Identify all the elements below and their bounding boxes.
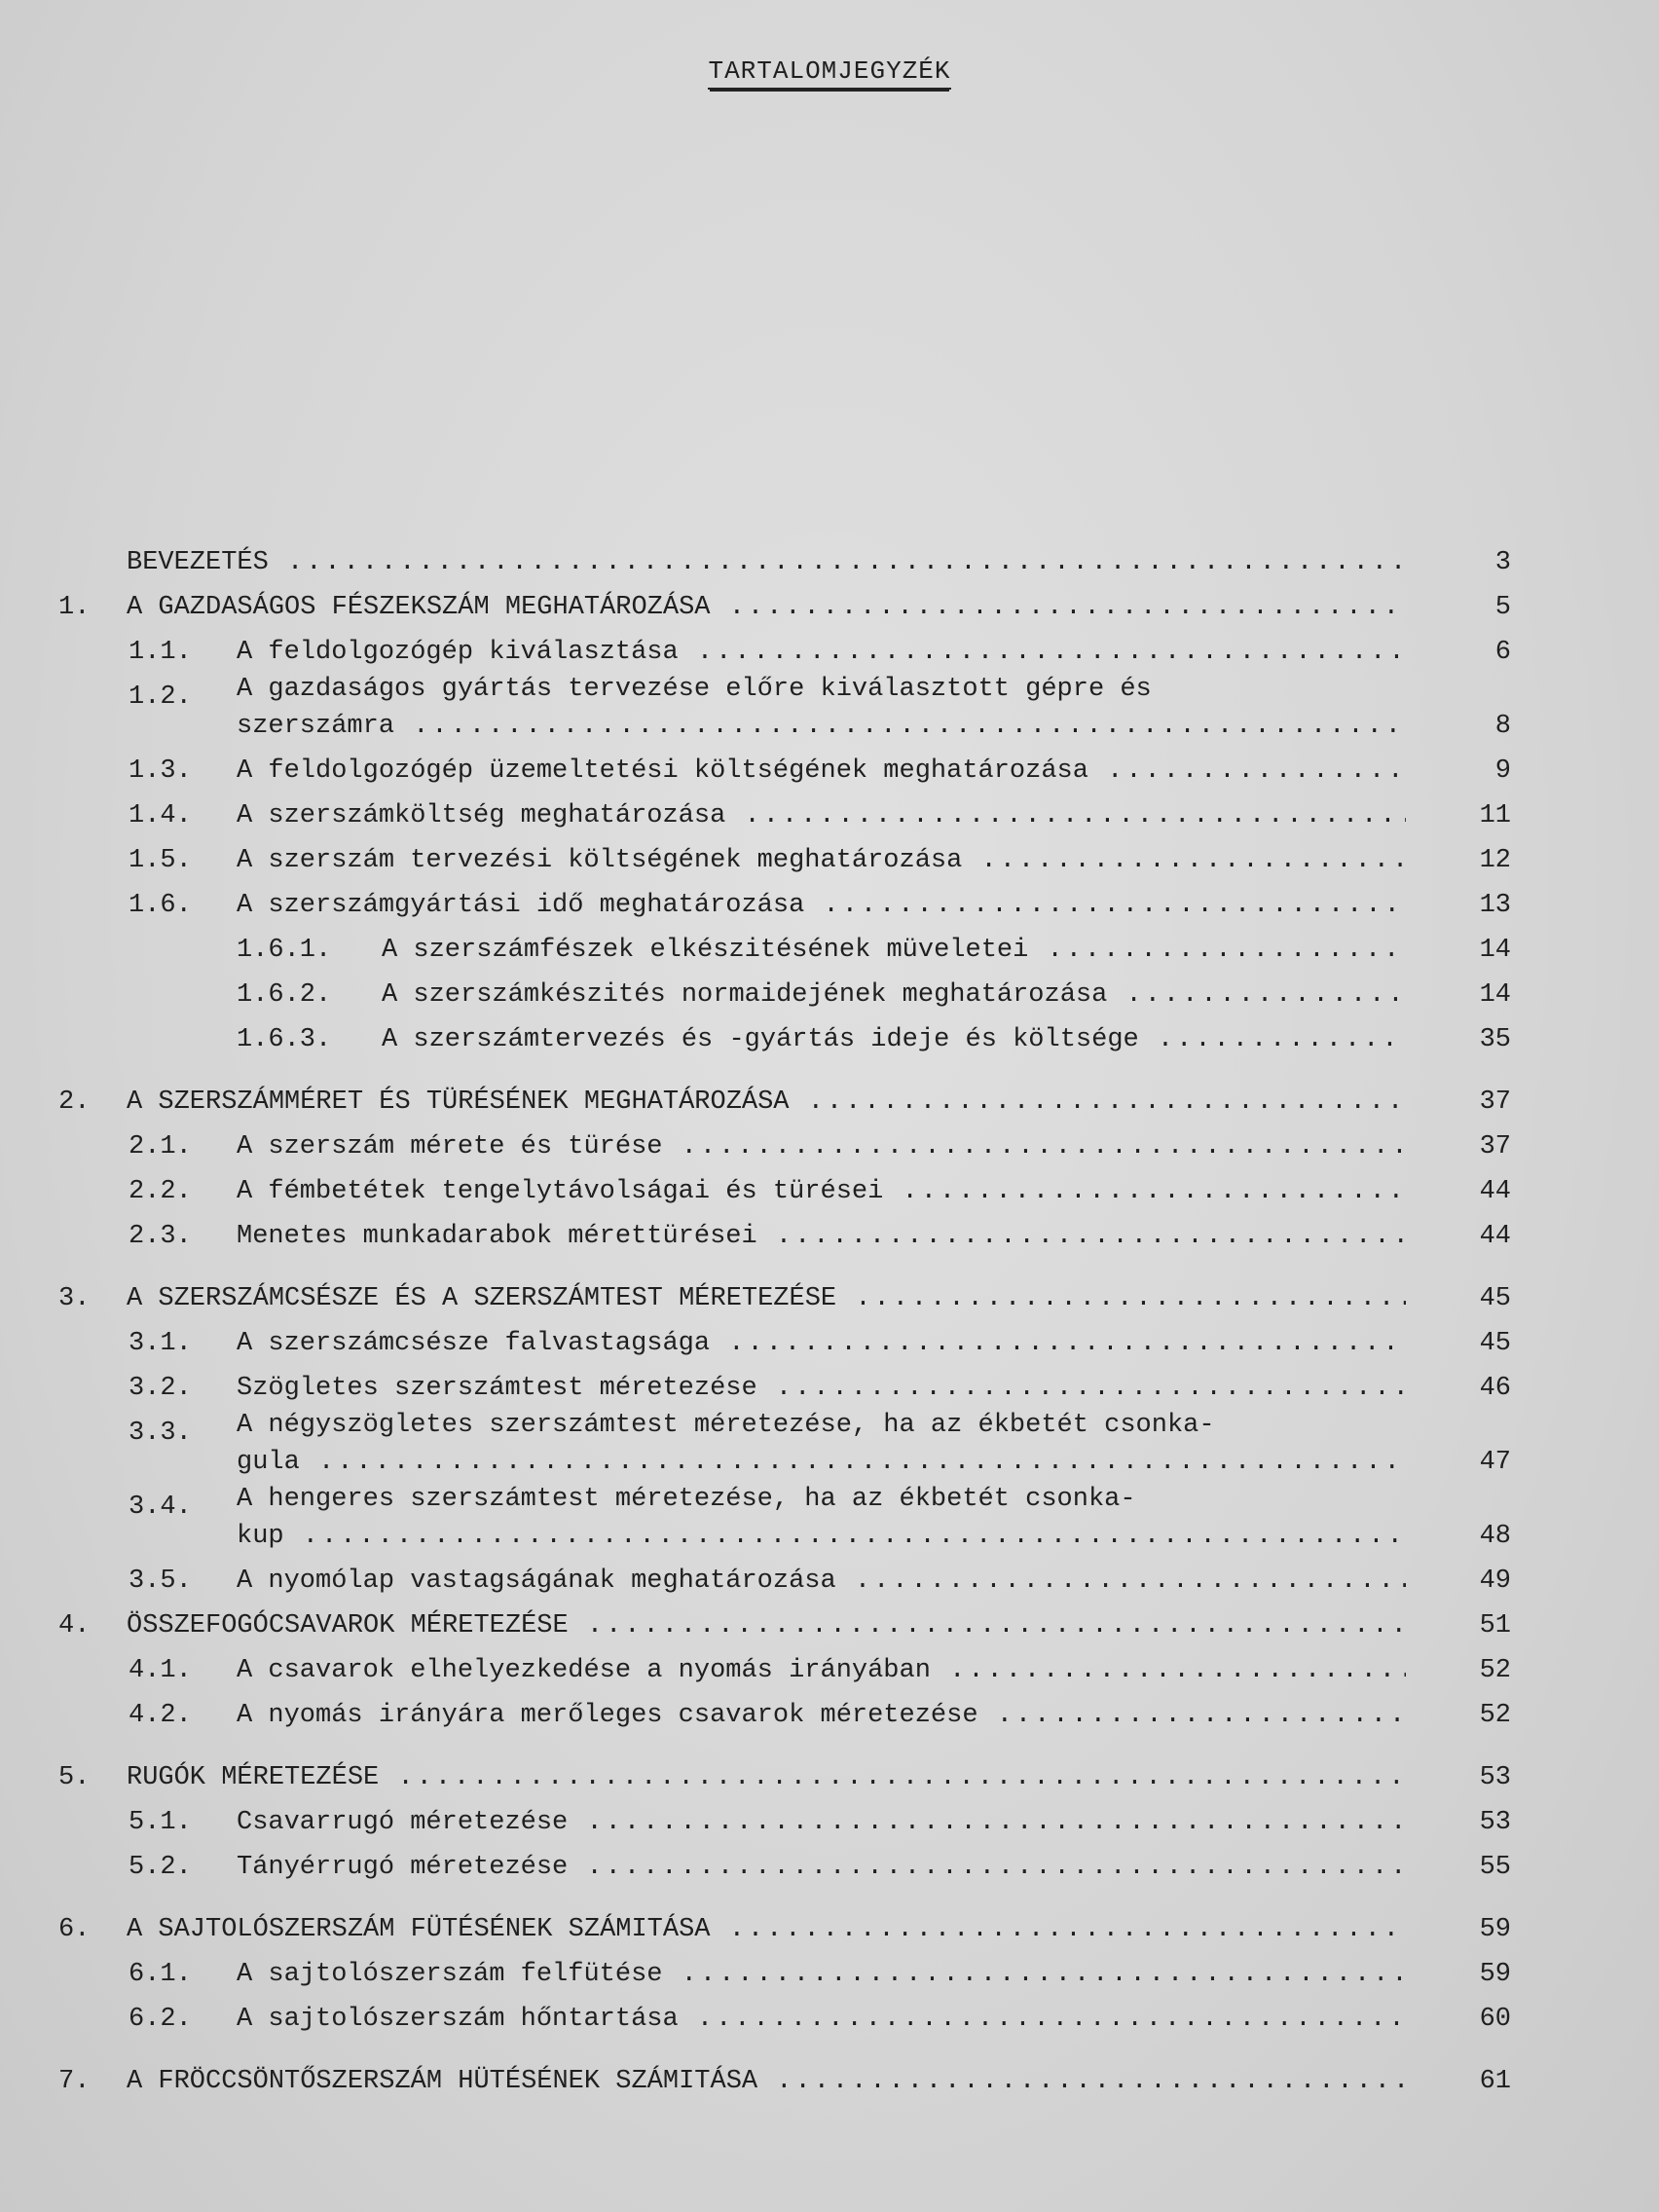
toc-entry-title: Menetes munkadarabok mérettürései ..... xyxy=(237,1214,1406,1259)
toc-entry xyxy=(0,1997,1659,2042)
toc-entry xyxy=(0,838,1659,883)
toc-entry-title: A SAJTOLÓSZERSZÁM FÜTÉSÉNEK SZÁMITÁSA ..... xyxy=(127,1907,1406,1952)
toc-entry-page-number: 61 xyxy=(1479,2067,1511,2096)
toc-entry xyxy=(0,2059,1659,2104)
toc-entry xyxy=(0,928,1659,973)
toc-entry xyxy=(0,1559,1659,1604)
toc-entry-page-number: 35 xyxy=(1479,1025,1511,1054)
toc-entry-number: 6.2. xyxy=(129,2005,192,2034)
toc-entry-number: 5. xyxy=(58,1763,91,1792)
toc-entry-number: 3.2. xyxy=(129,1374,192,1403)
toc-entry-title: A szerszámtervezés és -gyártás ideje és költsége ..... xyxy=(382,1017,1406,1062)
toc-entry-page-number: 6 xyxy=(1494,638,1511,667)
toc-entry-number: 1.3. xyxy=(129,756,192,786)
toc-entry-title: A sajtolószerszám felfütése ..... xyxy=(237,1952,1406,1997)
toc-entry-title: A GAZDASÁGOS FÉSZEKSZÁM MEGHATÁROZÁSA ..... xyxy=(127,585,1406,630)
toc-entry-title: ÖSSZEFOGÓCSAVAROK MÉRETEZÉSE ..... xyxy=(127,1604,1406,1648)
toc-entry xyxy=(0,1485,1659,1559)
toc-entry-number: 1.6.2. xyxy=(237,980,332,1010)
toc-entry-title: A nyomólap vastagságának meghatározása ..... xyxy=(237,1559,1406,1604)
toc-entry-title: A szerszám tervezési költségének meghatározása ..... xyxy=(237,838,1406,883)
toc-entry-number: 1.1. xyxy=(129,638,192,667)
toc-entry xyxy=(0,1755,1659,1800)
toc-entry-page-number: 8 xyxy=(1494,712,1511,741)
toc-entry xyxy=(0,1952,1659,1997)
toc-entry-title: Csavarrugó méretezése ..... xyxy=(237,1800,1406,1845)
toc-entry-page-number: 52 xyxy=(1479,1701,1511,1730)
toc-entry-title: A szerszámgyártási idő meghatározása ..... xyxy=(237,883,1406,928)
toc-entry-title: A szerszámkészités normaidejének meghatározása ..... xyxy=(382,973,1406,1017)
toc-entry-title: RUGÓK MÉRETEZÉSE ..... xyxy=(127,1755,1406,1800)
toc-entry-page-number: 53 xyxy=(1479,1808,1511,1837)
toc-entry-page-number: 37 xyxy=(1479,1088,1511,1117)
toc-entry-page-number: 45 xyxy=(1479,1284,1511,1313)
toc-entry-page-number: 9 xyxy=(1494,756,1511,786)
toc-entry-number: 3.3. xyxy=(129,1419,192,1448)
toc-entry-number: 2.1. xyxy=(129,1132,192,1161)
toc-entry-page-number: 11 xyxy=(1479,801,1511,830)
toc-entry xyxy=(0,585,1659,630)
toc-entry xyxy=(0,1080,1659,1124)
toc-entry-title: A szerszámköltség meghatározása ..... xyxy=(237,793,1406,838)
toc-entry-number: 2.2. xyxy=(129,1177,192,1206)
toc-entry-page-number: 52 xyxy=(1479,1656,1511,1685)
toc-entry-title: Szögletes szerszámtest méretezése ..... xyxy=(237,1366,1406,1411)
toc-entry-number: 2.3. xyxy=(129,1222,192,1251)
table-of-contents xyxy=(0,540,1659,2104)
toc-entry-number: 5.2. xyxy=(129,1853,192,1882)
toc-entry-title: kup ..... xyxy=(237,1514,1406,1559)
section-gap xyxy=(0,2042,1659,2059)
toc-entry xyxy=(0,1411,1659,1485)
toc-entry-number: 1.6.1. xyxy=(237,936,332,965)
toc-entry-title: szerszámra ..... xyxy=(237,704,1406,749)
toc-entry-number: 2. xyxy=(58,1088,91,1117)
toc-entry-number: 4.2. xyxy=(129,1701,192,1730)
toc-entry-page-number: 59 xyxy=(1479,1960,1511,1989)
toc-entry-page-number: 48 xyxy=(1479,1522,1511,1551)
toc-entry-page-number: 14 xyxy=(1479,980,1511,1010)
toc-entry-number: 1. xyxy=(58,593,91,622)
toc-entry xyxy=(0,1276,1659,1321)
toc-entry-number: 1.6.3. xyxy=(237,1025,332,1054)
toc-entry-title: A feldolgozógép üzemeltetési költségének meghatározása ..... xyxy=(237,749,1406,793)
section-gap xyxy=(0,1259,1659,1276)
toc-entry-number: 1.5. xyxy=(129,846,192,875)
toc-entry xyxy=(0,1124,1659,1169)
toc-entry-number: 6.1. xyxy=(129,1960,192,1989)
toc-entry-page-number: 59 xyxy=(1479,1915,1511,1944)
toc-entry-title: A szerszám mérete és türése ..... xyxy=(237,1124,1406,1169)
toc-entry-page-number: 49 xyxy=(1479,1567,1511,1596)
toc-entry-title: A nyomás irányára merőleges csavarok méretezése ..... xyxy=(237,1693,1406,1738)
toc-entry xyxy=(0,749,1659,793)
toc-entry-page-number: 51 xyxy=(1479,1611,1511,1641)
toc-entry-number: 3.5. xyxy=(129,1567,192,1596)
toc-entry-number: 7. xyxy=(58,2067,91,2096)
toc-entry-number: 3.4. xyxy=(129,1493,192,1522)
toc-entry xyxy=(0,973,1659,1017)
toc-entry-page-number: 55 xyxy=(1479,1853,1511,1882)
toc-entry-title: A SZERSZÁMCSÉSZE ÉS A SZERSZÁMTEST MÉRETEZÉSE ..... xyxy=(127,1276,1406,1321)
toc-entry-title: A fémbetétek tengelytávolságai és türései ..... xyxy=(237,1169,1406,1214)
toc-entry-title-first-line: A hengeres szerszámtest méretezése, ha az ékbetét csonka- xyxy=(237,1485,1136,1514)
toc-entry xyxy=(0,1017,1659,1062)
toc-entry-title: Tányérrugó méretezése ..... xyxy=(237,1845,1406,1890)
toc-entry xyxy=(0,1800,1659,1845)
toc-entry xyxy=(0,1321,1659,1366)
toc-entry-title: A feldolgozógép kiválasztása ..... xyxy=(237,630,1406,675)
toc-entry-page-number: 5 xyxy=(1494,593,1511,622)
toc-entry xyxy=(0,1845,1659,1890)
toc-entry-title: gula ..... xyxy=(237,1440,1406,1485)
section-gap xyxy=(0,1890,1659,1907)
toc-entry xyxy=(0,1169,1659,1214)
toc-entry-page-number: 12 xyxy=(1479,846,1511,875)
toc-entry xyxy=(0,1648,1659,1693)
toc-entry-title-first-line: A négyszögletes szerszámtest méretezése, ha az ékbetét csonka- xyxy=(237,1411,1215,1440)
toc-entry-page-number: 46 xyxy=(1479,1374,1511,1403)
toc-entry-title: A szerszámfészek elkészitésének müveletei ..... xyxy=(382,928,1406,973)
toc-entry-number: 1.2. xyxy=(129,682,192,712)
toc-entry xyxy=(0,540,1659,585)
section-gap xyxy=(0,1738,1659,1755)
toc-entry-page-number: 47 xyxy=(1479,1448,1511,1477)
toc-entry-number: 3.1. xyxy=(129,1329,192,1358)
section-gap xyxy=(0,1062,1659,1080)
toc-entry xyxy=(0,675,1659,749)
toc-entry xyxy=(0,1907,1659,1952)
page-title: TARTALOMJEGYZÉK xyxy=(0,56,1659,86)
toc-entry-number: 6. xyxy=(58,1915,91,1944)
toc-entry xyxy=(0,793,1659,838)
toc-entry-page-number: 37 xyxy=(1479,1132,1511,1161)
toc-entry-title: A FRÖCCSÖNTŐSZERSZÁM HÜTÉSÉNEK SZÁMITÁSA ..... xyxy=(127,2059,1406,2104)
toc-entry-title-first-line: A gazdaságos gyártás tervezése előre kiválasztott gépre és xyxy=(237,675,1152,704)
toc-entry-title: A csavarok elhelyezkedése a nyomás irányában ..... xyxy=(237,1648,1406,1693)
toc-entry-page-number: 14 xyxy=(1479,936,1511,965)
toc-entry-number: 5.1. xyxy=(129,1808,192,1837)
toc-entry-title: A szerszámcsésze falvastagsága ..... xyxy=(237,1321,1406,1366)
toc-entry xyxy=(0,1604,1659,1648)
toc-entry-title: A sajtolószerszám hőntartása ..... xyxy=(237,1997,1406,2042)
toc-entry-page-number: 3 xyxy=(1494,548,1511,577)
toc-entry-page-number: 44 xyxy=(1479,1177,1511,1206)
toc-entry-title: BEVEZETÉS ..... xyxy=(127,540,1406,585)
toc-entry xyxy=(0,1214,1659,1259)
toc-entry-title: A SZERSZÁMMÉRET ÉS TÜRÉSÉNEK MEGHATÁROZÁSA ..... xyxy=(127,1080,1406,1124)
toc-entry-number: 1.4. xyxy=(129,801,192,830)
toc-entry-number: 4.1. xyxy=(129,1656,192,1685)
toc-entry-page-number: 60 xyxy=(1479,2005,1511,2034)
toc-entry-page-number: 45 xyxy=(1479,1329,1511,1358)
toc-entry-number: 4. xyxy=(58,1611,91,1641)
toc-entry xyxy=(0,1693,1659,1738)
toc-entry xyxy=(0,883,1659,928)
toc-entry-page-number: 53 xyxy=(1479,1763,1511,1792)
toc-entry-page-number: 13 xyxy=(1479,891,1511,920)
toc-entry-page-number: 44 xyxy=(1479,1222,1511,1251)
toc-entry-number: 1.6. xyxy=(129,891,192,920)
toc-entry-number: 3. xyxy=(58,1284,91,1313)
